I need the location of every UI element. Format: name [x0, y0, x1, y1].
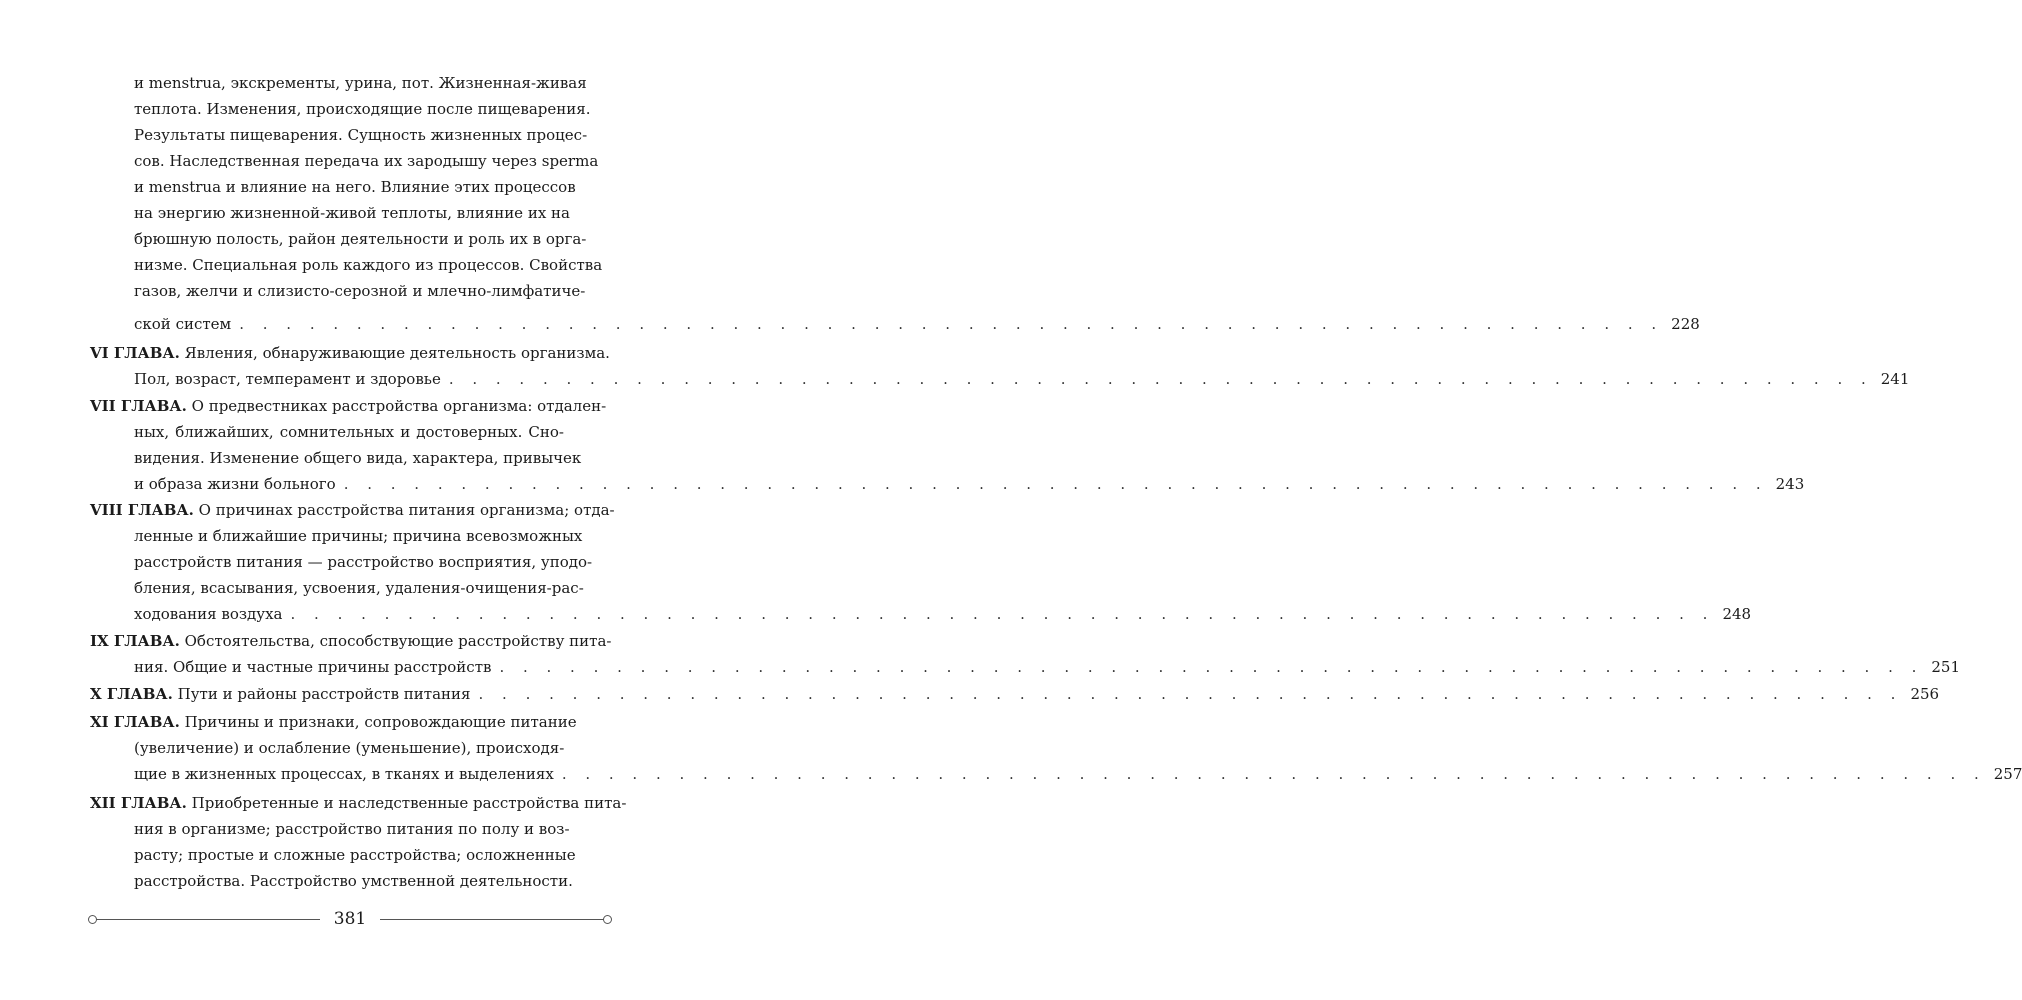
chapter-label: X ГЛАВА.	[90, 685, 173, 703]
page-ref: 251	[1931, 658, 1961, 676]
toc-leader-line	[134, 654, 1961, 680]
toc-line: видения. Изменение общего вида, характера, привычек	[134, 449, 582, 467]
toc-leader-line	[134, 311, 1700, 337]
page-ref: 256	[1910, 685, 1940, 703]
toc-line	[90, 790, 627, 816]
chapter-title: Обстоятельства, способствующие расстройству пита-	[184, 632, 612, 650]
footer-rule-right	[380, 919, 604, 920]
toc-line: на энергию жизненной-живой теплоты, влияние их на	[134, 204, 570, 222]
chapter-label: XII ГЛАВА.	[90, 794, 187, 812]
toc-line: Пол, возраст, темперамент и здоровье	[134, 370, 441, 388]
toc-line	[90, 681, 471, 707]
toc-line: и образа жизни больного	[134, 475, 336, 493]
dot-leader: . . . . . . . . . . . . . . . . . . . . . . . . . . . . . . . . . . . . . . . . . . . . . . . . . . . . . . . . . . . . .	[499, 658, 1924, 676]
circle-ornament-icon	[603, 915, 612, 924]
toc-line: теплота. Изменения, происходящие после пищеварения.	[134, 100, 591, 118]
toc-leader-line	[134, 601, 1752, 627]
chapter-title: О предвестниках расстройства организма: отдален-	[191, 397, 607, 415]
toc-line: щие в жизненных процессах, в тканях и выделениях	[134, 765, 554, 783]
toc-line: брюшную полость, район деятельности и роль их в орга-	[134, 230, 587, 248]
page-footer	[88, 907, 612, 931]
toc-line	[90, 393, 607, 419]
toc-line: Результаты пищеварения. Сущность жизненных процес-	[134, 126, 588, 144]
chapter-title: Пути и районы расстройств питания	[177, 685, 471, 703]
toc-leader-line	[134, 761, 2022, 787]
toc-line: газов, желчи и слизисто-серозной и млечно-лимфатиче-	[134, 282, 586, 300]
toc-line: сов. Наследственная передача их зародышу через sperma	[134, 152, 599, 170]
toc-leader-line	[134, 471, 1805, 497]
chapter-title: О причинах расстройства питания организма; отда-	[198, 501, 615, 519]
page-ref: 243	[1775, 475, 1805, 493]
dot-leader: . . . . . . . . . . . . . . . . . . . . . . . . . . . . . . . . . . . . . . . . . . . . . . . . . . . . . . . . . . . . .	[343, 475, 1768, 493]
toc-line: ленные и ближайшие причины; причина всевозможных	[134, 527, 583, 545]
toc-leader-line	[90, 681, 1940, 707]
circle-ornament-icon	[88, 915, 97, 924]
toc-line: ской систем	[134, 315, 232, 333]
toc-line	[90, 340, 610, 366]
chapter-title: Приобретенные и наследственные расстройства пита-	[191, 794, 627, 812]
toc-line: ния. Общие и частные причины расстройств	[134, 658, 492, 676]
chapter-label: VI ГЛАВА.	[90, 344, 180, 362]
dot-leader: . . . . . . . . . . . . . . . . . . . . . . . . . . . . . . . . . . . . . . . . . . . . . . . . . . . . . . . . . . . . .	[290, 605, 1715, 623]
toc-line: расстройства. Расстройство умственной деятельности.	[134, 872, 573, 890]
chapter-title: Явления, обнаруживающие деятельность организма.	[184, 344, 610, 362]
toc-leader-line	[134, 366, 1910, 392]
chapter-label: VII ГЛАВА.	[90, 397, 187, 415]
toc-line: и menstrua и влияние на него. Влияние этих процессов	[134, 178, 576, 196]
page-ref: 228	[1671, 315, 1700, 333]
toc-line	[90, 497, 615, 523]
footer-rule-left	[96, 919, 320, 920]
toc-line: расстройств питания — расстройство восприятия, уподо-	[134, 553, 593, 571]
toc-line: расту; простые и сложные расстройства; осложненные	[134, 846, 576, 864]
toc-line: ходования воздуха	[134, 605, 283, 623]
dot-leader: . . . . . . . . . . . . . . . . . . . . . . . . . . . . . . . . . . . . . . . . . . . . . . . . . . . . . . . . . . . . .	[239, 315, 1664, 333]
toc-line: бления, всасывания, усвоения, удаления-очищения-рас-	[134, 579, 584, 597]
dot-leader: . . . . . . . . . . . . . . . . . . . . . . . . . . . . . . . . . . . . . . . . . . . . . . . . . . . . . . . . . . . . .	[561, 765, 1986, 783]
page-ref: 241	[1880, 370, 1910, 388]
dot-leader: . . . . . . . . . . . . . . . . . . . . . . . . . . . . . . . . . . . . . . . . . . . . . . . . . . . . . . . . . . . . .	[448, 370, 1873, 388]
toc-line: низме. Специальная роль каждого из процессов. Свойства	[134, 256, 603, 274]
chapter-label: XI ГЛАВА.	[90, 713, 180, 731]
toc-line: и menstrua, экскременты, урина, пот. Жизненная-живая	[134, 74, 587, 92]
toc-line	[90, 709, 577, 735]
toc-line	[90, 628, 612, 654]
dot-leader: . . . . . . . . . . . . . . . . . . . . . . . . . . . . . . . . . . . . . . . . . . . . . . . . . . . . . . . . . . . . .	[478, 685, 1903, 703]
chapter-label: IX ГЛАВА.	[90, 632, 180, 650]
page-number: 381	[333, 909, 367, 929]
toc-line: ных, ближайших, сомнительных и достоверных. Сно-	[134, 423, 564, 441]
chapter-label: VIII ГЛАВА.	[90, 501, 194, 519]
toc-line: (увеличение) и ослабление (уменьшение), происходя-	[134, 739, 565, 757]
toc-line: ния в организме; расстройство питания по полу и воз-	[134, 820, 570, 838]
page-ref: 248	[1722, 605, 1752, 623]
chapter-title: Причины и признаки, сопровождающие питание	[184, 713, 577, 731]
page-ref: 257	[1993, 765, 2022, 783]
